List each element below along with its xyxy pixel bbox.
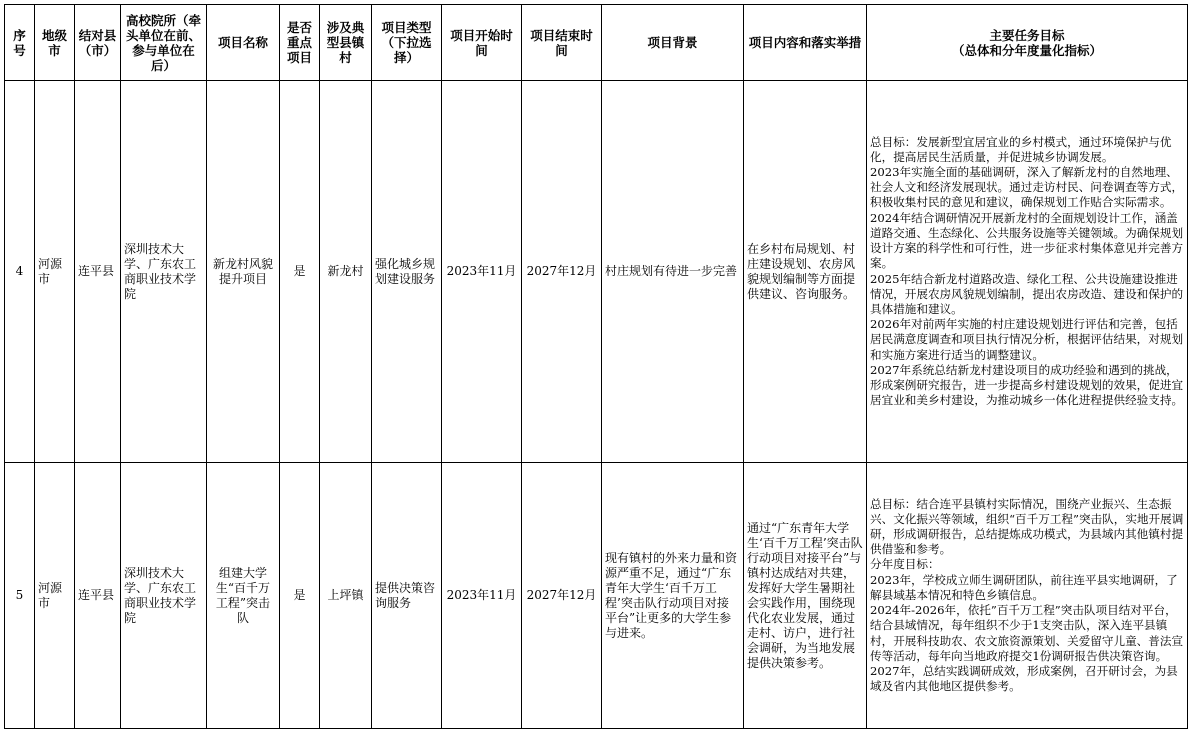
cell-city: 河源市 xyxy=(35,81,75,463)
header-goals xyxy=(867,5,1188,81)
goal-item: 2024年结合调研情况开展新龙村的全面规划设计工作，涵盖道路交通、生态绿化、公共服务设施等关键领域。为确保规划设计方案的科学性和可行性，进一步征求村集体意见并完善方案。 xyxy=(870,210,1184,271)
cell-village: 新龙村 xyxy=(320,81,372,463)
header-type: 项目类型（下拉选择） xyxy=(372,5,442,81)
cell-city: 河源市 xyxy=(35,463,75,729)
goal-item: 2025年结合新龙村道路改造、绿化工程、公共设施建设推进情况，开展农房风貌规划编制，提出农房改造、建设和保护的具体措施和建议。 xyxy=(870,271,1184,316)
header-university: 高校院所（牵头单位在前、参与单位在后） xyxy=(121,5,207,81)
cell-key-project: 是 xyxy=(280,463,320,729)
cell-content: 在乡村布局规划、村庄建设规划、农房风貌规划编制等方面提供建议、咨询服务。 xyxy=(744,81,867,463)
goal-item: 2023年，学校成立师生调研团队，前往连平县实地调研，了解县域基本情况和特色乡镇信息。 xyxy=(870,572,1178,602)
header-project-name: 项目名称 xyxy=(207,5,280,81)
goal-item: 总目标：结合连平县镇村实际情况，围绕产业振兴、生态振兴、文化振兴等领域，组织“百千万工程”突击队，实地开展调研，形成调研报告，总结提炼成功模式，为县域内其他镇村提供借鉴和参考。 xyxy=(870,496,1184,557)
header-county: 结对县（市） xyxy=(75,5,121,81)
cell-goals xyxy=(867,81,1188,463)
cell-start: 2023年11月 xyxy=(442,463,522,729)
header-key-project: 是否重点项目 xyxy=(280,5,320,81)
cell-project-name: 组建大学生“百千万工程”突击队 xyxy=(207,463,280,729)
goal-item: 2027年，总结实践调研成效，形成案例，召开研讨会，为县域及省内其他地区提供参考。 xyxy=(870,663,1178,694)
header-start: 项目开始时间 xyxy=(442,5,522,81)
goal-item: 2023年实施全面的基础调研，深入了解新龙村的自然地理、社会人文和经济发展现状。通过走访村民、问卷调查等方式，积极收集村民的意见和建议，确保规划工作贴合实际需求。 xyxy=(870,165,1184,210)
cell-end: 2027年12月 xyxy=(522,81,602,463)
cell-key-project: 是 xyxy=(280,81,320,463)
cell-background: 村庄规划有待进一步完善 xyxy=(602,81,744,463)
header-seq: 序号 xyxy=(5,5,35,81)
cell-background: 现有镇村的外来力量和资源严重不足，通过“广东青年大学生‘百千万工程’突击队行动项目对接平台”让更多的大学生参与进来。 xyxy=(602,463,744,729)
cell-village: 上坪镇 xyxy=(320,463,372,729)
cell-university: 深圳技术大学、广东农工商职业技术学院 xyxy=(121,81,207,463)
goal-item: 分年度目标： xyxy=(870,557,940,572)
goal-item: 2024年-2026年，依托”百千万工程”突击队项目结对平台，结合县域情况，每年组织不少于1支突击队，深入连平县镇村，开展科技助农、农文旅资源策划、关爱留守儿童、普法宣传等活动，每年向当地政府提交1份调研报告供决策咨询。 xyxy=(870,603,1184,663)
cell-goals xyxy=(867,463,1188,729)
cell-content: 通过“广东青年大学生‘百千万工程’突击队行动项目对接平台”与镇村达成结对共建，发挥好大学生暑期社会实践作用，围绕现代化农业发展，通过走村、访户，进行社会调研，为当地发展提供决策参考。 xyxy=(744,463,867,729)
header-background: 项目背景 xyxy=(602,5,744,81)
header-village: 涉及典型县镇村 xyxy=(320,5,372,81)
table-row xyxy=(5,81,1188,463)
header-goals-line2: （总体和分年度量化指标） xyxy=(951,42,1102,58)
cell-seq: 4 xyxy=(5,81,35,463)
cell-county: 连平县 xyxy=(75,81,121,463)
project-table xyxy=(4,4,1188,729)
header-content: 项目内容和落实举措 xyxy=(744,5,867,81)
cell-end: 2027年12月 xyxy=(522,463,602,729)
goal-item: 2027年系统总结新龙村建设项目的成功经验和遇到的挑战，形成案例研究报告，进一步提高乡村建设规划的效果，促进宜居宜业和美乡村建设，为推动城乡一体化进程提供经验支持。 xyxy=(870,362,1184,408)
cell-type: 提供决策咨询服务 xyxy=(372,463,442,729)
header-goals-line1: 主要任务目标 xyxy=(989,27,1065,43)
cell-type: 强化城乡规划建设服务 xyxy=(372,81,442,463)
cell-county: 连平县 xyxy=(75,463,121,729)
header-row xyxy=(5,5,1188,81)
cell-seq: 5 xyxy=(5,463,35,729)
header-end: 项目结束时间 xyxy=(522,5,602,81)
cell-project-name: 新龙村风貌提升项目 xyxy=(207,81,280,463)
table-row xyxy=(5,463,1188,729)
cell-start: 2023年11月 xyxy=(442,81,522,463)
goal-item: 2026年对前两年实施的村庄建设规划进行评估和完善，包括居民满意度调查和项目执行情况分析，根据评估结果，对规划和实施方案进行适当的调整建议。 xyxy=(870,317,1184,362)
header-city: 地级市 xyxy=(35,5,75,81)
cell-university: 深圳技术大学、广东农工商职业技术学院 xyxy=(121,463,207,729)
goal-item: 总目标：发展新型宜居宜业的乡村模式，通过环境保护与优化，提高居民生活质量，并促进城乡协调发展。 xyxy=(870,134,1172,164)
